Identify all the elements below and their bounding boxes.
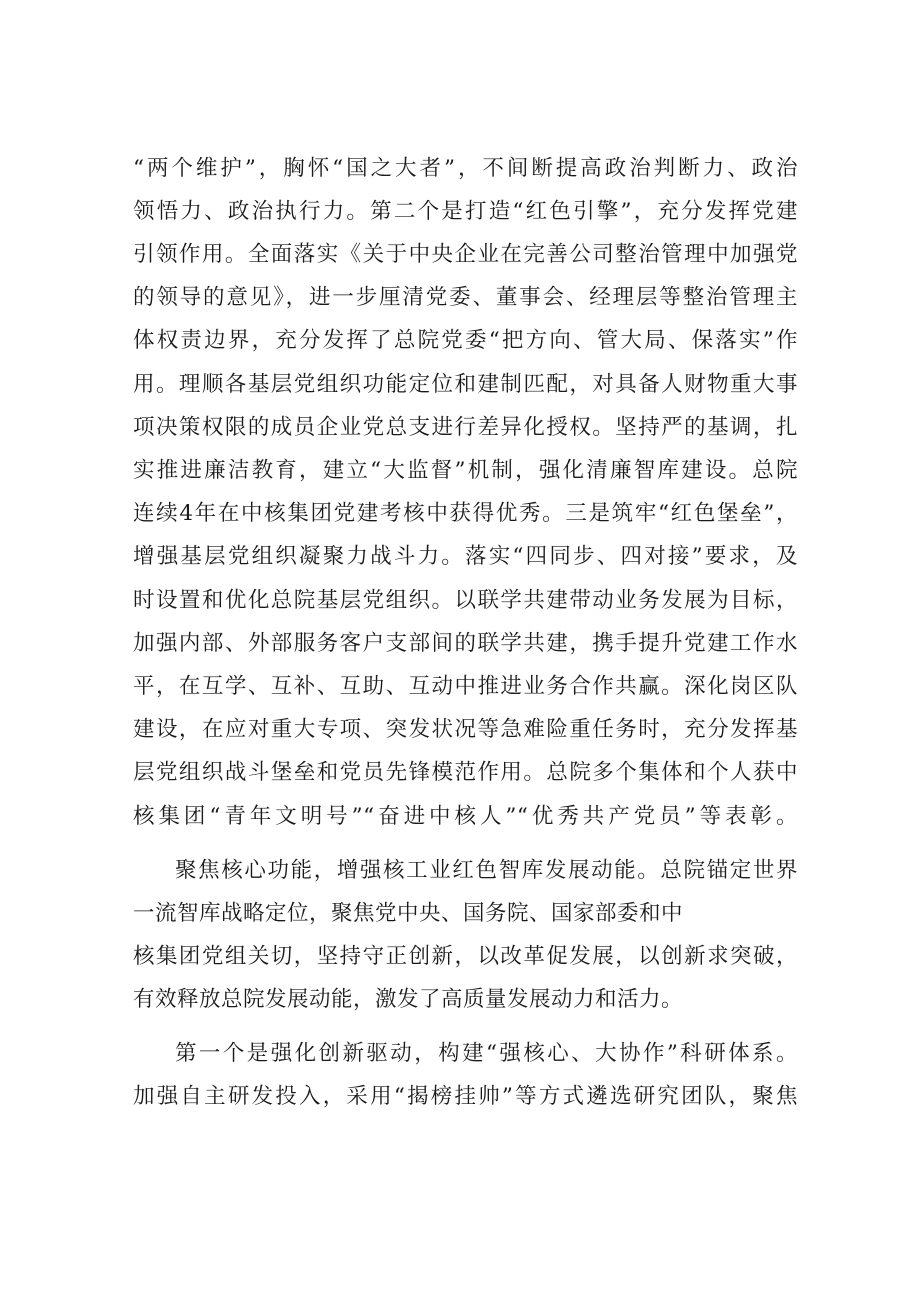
text-line: 增强基层党组织凝聚力战斗力。落实“四同步、四对接”要求，及 xyxy=(133,544,798,569)
text-line: 时设置和优化总院基层党组织。以联学共建带动业务发展为目标， xyxy=(133,588,798,613)
text-line: 加强自主研发投入，采用“揭榜挂帅”等方式遴选研究团队，聚焦 xyxy=(133,1084,798,1109)
text-line: 聚焦核心功能，增强核工业红色智库发展动能。总院锚定世界 xyxy=(175,858,798,883)
text-line: 引领作用。全面落实《关于中央企业在完善公司整治管理中加强党 xyxy=(133,242,798,267)
text-line: 实推进廉洁教育，建立“大监督”机制，强化清廉智库建设。总院 xyxy=(133,458,798,483)
text-line: 第一个是强化创新驱动，构建“强核心、大协作”科研体系。 xyxy=(175,1041,798,1066)
text-line: 体权责边界，充分发挥了总院党委“把方向、管大局、保落实”作 xyxy=(133,328,798,353)
text-line: 用。理顺各基层党组织功能定位和建制匹配，对具备人财物重大事 xyxy=(133,372,798,397)
text-line: 加强内部、外部服务客户支部间的联学共建，携手提升党建工作水 xyxy=(133,631,798,656)
text-line: 一流智库战略定位，聚焦党中央、国务院、国家部委和中 xyxy=(133,901,684,926)
text-line: 核集团“青年文明号”“奋进中核人”“优秀共产党员”等表彰。 xyxy=(133,804,798,829)
text-line: 建设，在应对重大专项、突发状况等急难险重任务时，充分发挥基 xyxy=(133,717,798,742)
text-line: 项决策权限的成员企业党总支进行差异化授权。坚持严的基调，扎 xyxy=(133,415,798,440)
text-line: 层党组织战斗堡垒和党员先锋模范作用。总院多个集体和个人获中 xyxy=(133,760,798,785)
text-line: “两个维护”，胸怀“国之大者”，不间断提高政治判断力、政治 xyxy=(133,156,798,181)
text-line: 平，在互学、互补、互助、互动中推进业务合作共赢。深化岗区队 xyxy=(133,674,798,699)
text-line: 的领导的意见》，进一步厘清党委、董事会、经理层等整治管理主 xyxy=(133,285,798,310)
text-line: 连续4年在中核集团党建考核中获得优秀。三是筑牢“红色堡垒”， xyxy=(133,501,798,526)
text-line: 核集团党组关切，坚持守正创新，以改革促发展，以创新求突破， xyxy=(133,944,798,969)
text-line: 有效释放总院发展动能，激发了高质量发展动力和活力。 xyxy=(133,987,684,1012)
text-line: 领悟力、政治执行力。第二个是打造“红色引擎”，充分发挥党建 xyxy=(133,199,798,224)
